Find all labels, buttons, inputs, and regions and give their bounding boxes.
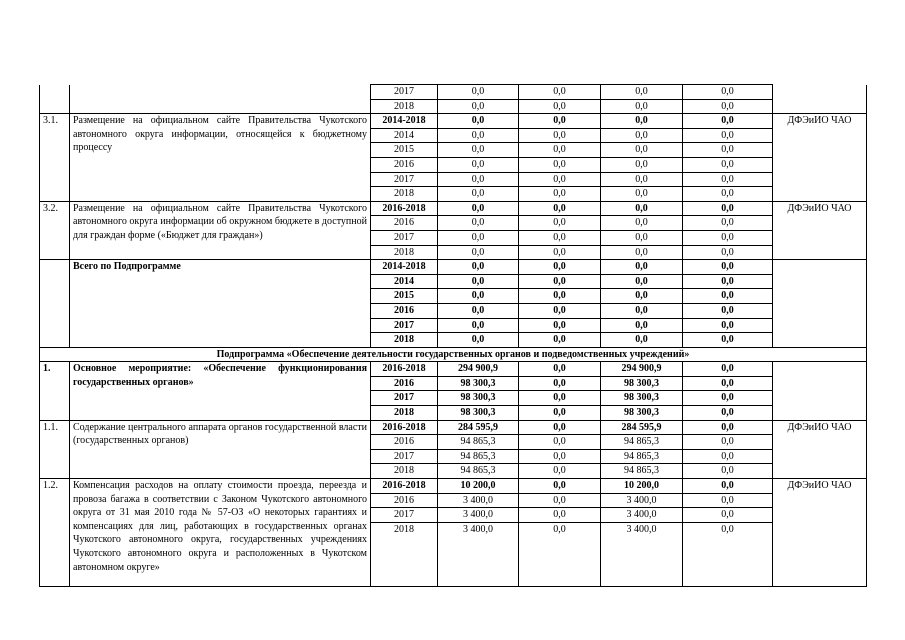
value-cell: 0,0 <box>519 172 601 187</box>
item-description <box>70 85 371 114</box>
item-number: 3.2. <box>40 201 70 259</box>
value-cell: 0,0 <box>601 216 683 231</box>
item-number <box>40 260 70 348</box>
value-cell: 0,0 <box>683 406 773 421</box>
value-cell: 0,0 <box>683 435 773 450</box>
value-cell: 10 200,0 <box>601 479 683 494</box>
value-cell: 3 400,0 <box>438 508 519 523</box>
executor-cell: ДФЭиИО ЧАО <box>773 114 867 202</box>
year-cell: 2015 <box>371 143 438 158</box>
value-cell: 0,0 <box>519 479 601 494</box>
value-cell: 0,0 <box>683 479 773 494</box>
value-cell: 0,0 <box>519 85 601 100</box>
value-cell: 98 300,3 <box>601 406 683 421</box>
value-cell: 0,0 <box>438 274 519 289</box>
value-cell: 0,0 <box>601 230 683 245</box>
value-cell: 0,0 <box>438 333 519 348</box>
value-cell: 0,0 <box>519 449 601 464</box>
executor-cell <box>773 260 867 348</box>
value-cell: 0,0 <box>438 201 519 216</box>
executor-cell <box>773 362 867 420</box>
value-cell: 0,0 <box>519 362 601 377</box>
value-cell: 0,0 <box>438 260 519 275</box>
year-cell: 2017 <box>371 508 438 523</box>
value-cell: 0,0 <box>683 114 773 129</box>
executor-cell: ДФЭиИО ЧАО <box>773 420 867 478</box>
value-cell: 0,0 <box>683 420 773 435</box>
value-cell: 0,0 <box>601 172 683 187</box>
value-cell: 0,0 <box>519 289 601 304</box>
item-number: 1.1. <box>40 420 70 478</box>
value-cell: 94 865,3 <box>438 435 519 450</box>
value-cell: 284 595,9 <box>438 420 519 435</box>
value-cell: 0,0 <box>683 201 773 216</box>
year-cell: 2018 <box>371 406 438 421</box>
year-cell: 2018 <box>371 187 438 202</box>
table-row <box>40 362 867 377</box>
value-cell: 0,0 <box>438 245 519 260</box>
empty-cell <box>683 536 773 587</box>
value-cell: 294 900,9 <box>601 362 683 377</box>
value-cell: 0,0 <box>438 128 519 143</box>
value-cell: 0,0 <box>519 493 601 508</box>
value-cell: 0,0 <box>519 143 601 158</box>
value-cell: 0,0 <box>519 391 601 406</box>
item-number: 1. <box>40 362 70 420</box>
year-cell: 2016 <box>371 493 438 508</box>
empty-cell <box>371 536 438 587</box>
table-row <box>40 114 867 129</box>
value-cell: 0,0 <box>683 449 773 464</box>
value-cell: 0,0 <box>519 128 601 143</box>
year-cell: 2017 <box>371 172 438 187</box>
value-cell: 94 865,3 <box>601 449 683 464</box>
value-cell: 0,0 <box>519 435 601 450</box>
value-cell: 10 200,0 <box>438 479 519 494</box>
table-row <box>40 85 867 100</box>
value-cell: 284 595,9 <box>601 420 683 435</box>
item-description: Содержание центрального аппарата органов государственной власти (государственных органов) <box>70 420 371 478</box>
value-cell: 94 865,3 <box>438 464 519 479</box>
value-cell: 98 300,3 <box>601 391 683 406</box>
value-cell: 0,0 <box>519 245 601 260</box>
value-cell: 0,0 <box>601 128 683 143</box>
year-cell: 2015 <box>371 289 438 304</box>
executor-cell <box>773 85 867 114</box>
year-cell: 2017 <box>371 449 438 464</box>
year-cell: 2018 <box>371 333 438 348</box>
value-cell: 0,0 <box>683 274 773 289</box>
year-cell: 2017 <box>371 230 438 245</box>
year-cell: 2017 <box>371 391 438 406</box>
empty-cell <box>601 536 683 587</box>
value-cell: 0,0 <box>683 85 773 100</box>
value-cell: 0,0 <box>683 245 773 260</box>
table-row <box>40 347 867 362</box>
value-cell: 0,0 <box>519 420 601 435</box>
value-cell: 0,0 <box>519 333 601 348</box>
value-cell: 94 865,3 <box>601 464 683 479</box>
value-cell: 0,0 <box>519 187 601 202</box>
value-cell: 0,0 <box>683 216 773 231</box>
item-number <box>40 85 70 114</box>
value-cell: 0,0 <box>438 157 519 172</box>
subprogram-title: Подпрограмма «Обеспечение деятельности государственных органов и подведомственных учреждений» <box>40 347 867 362</box>
value-cell: 0,0 <box>601 201 683 216</box>
value-cell: 0,0 <box>683 333 773 348</box>
year-cell: 2014-2018 <box>371 114 438 129</box>
value-cell: 94 865,3 <box>438 449 519 464</box>
year-cell: 2014 <box>371 274 438 289</box>
year-cell: 2014 <box>371 128 438 143</box>
value-cell: 0,0 <box>438 303 519 318</box>
value-cell: 3 400,0 <box>601 522 683 536</box>
value-cell: 0,0 <box>601 260 683 275</box>
item-number: 1.2. <box>40 479 70 587</box>
value-cell: 0,0 <box>438 230 519 245</box>
value-cell: 0,0 <box>519 216 601 231</box>
table-row <box>40 260 867 275</box>
year-cell: 2018 <box>371 522 438 536</box>
value-cell: 0,0 <box>601 303 683 318</box>
item-description: Размещение на официальном сайте Правительства Чукотского автономного округа информации об окружном бюджете в доступной для граждан форме («Бюджет для граждан») <box>70 201 371 259</box>
value-cell: 294 900,9 <box>438 362 519 377</box>
value-cell: 0,0 <box>683 289 773 304</box>
value-cell: 0,0 <box>519 157 601 172</box>
value-cell: 0,0 <box>601 85 683 100</box>
item-description: Компенсация расходов на оплату стоимости проезда, переезда и провоза багажа в соответствии с Законом Чукотского автономного округа от 31 мая 2010 года № 57-ОЗ «О некоторых гарантиях и компенсациях для лиц, работающих в государственных органах Чукотского автономного округа, государственных учреждениях Чукотского автономного округа и расположенных в Чукотском автономном округе» <box>70 479 371 587</box>
year-cell: 2016-2018 <box>371 362 438 377</box>
value-cell: 0,0 <box>601 274 683 289</box>
value-cell: 0,0 <box>683 318 773 333</box>
budget-table <box>39 84 867 587</box>
value-cell: 0,0 <box>683 508 773 523</box>
value-cell: 0,0 <box>683 187 773 202</box>
empty-cell <box>438 536 519 587</box>
value-cell: 0,0 <box>438 318 519 333</box>
value-cell: 0,0 <box>438 216 519 231</box>
value-cell: 0,0 <box>683 391 773 406</box>
value-cell: 0,0 <box>683 522 773 536</box>
value-cell: 0,0 <box>438 187 519 202</box>
item-description: Размещение на официальном сайте Правительства Чукотского автономного округа информации, относящейся к бюджетному процессу <box>70 114 371 202</box>
value-cell: 98 300,3 <box>438 406 519 421</box>
value-cell: 0,0 <box>438 143 519 158</box>
value-cell: 0,0 <box>601 157 683 172</box>
year-cell: 2016 <box>371 216 438 231</box>
value-cell: 0,0 <box>601 187 683 202</box>
value-cell: 0,0 <box>519 201 601 216</box>
value-cell: 0,0 <box>519 464 601 479</box>
year-cell: 2017 <box>371 318 438 333</box>
year-cell: 2016 <box>371 376 438 391</box>
value-cell: 0,0 <box>438 172 519 187</box>
value-cell: 0,0 <box>683 128 773 143</box>
value-cell: 0,0 <box>438 114 519 129</box>
value-cell: 3 400,0 <box>438 522 519 536</box>
year-cell: 2014-2018 <box>371 260 438 275</box>
executor-cell: ДФЭиИО ЧАО <box>773 479 867 587</box>
year-cell: 2016 <box>371 303 438 318</box>
value-cell: 0,0 <box>683 376 773 391</box>
value-cell: 0,0 <box>519 406 601 421</box>
value-cell: 0,0 <box>519 230 601 245</box>
value-cell: 3 400,0 <box>601 508 683 523</box>
value-cell: 0,0 <box>683 172 773 187</box>
year-cell: 2016 <box>371 157 438 172</box>
value-cell: 0,0 <box>601 143 683 158</box>
value-cell: 0,0 <box>683 99 773 114</box>
value-cell: 0,0 <box>683 493 773 508</box>
year-cell: 2017 <box>371 85 438 100</box>
value-cell: 0,0 <box>683 362 773 377</box>
table-row <box>40 201 867 216</box>
value-cell: 0,0 <box>519 114 601 129</box>
value-cell: 98 300,3 <box>438 391 519 406</box>
value-cell: 0,0 <box>601 114 683 129</box>
value-cell: 0,0 <box>683 464 773 479</box>
year-cell: 2018 <box>371 99 438 114</box>
year-cell: 2018 <box>371 464 438 479</box>
value-cell: 0,0 <box>519 99 601 114</box>
value-cell: 94 865,3 <box>601 435 683 450</box>
value-cell: 0,0 <box>683 143 773 158</box>
value-cell: 0,0 <box>601 318 683 333</box>
year-cell: 2016-2018 <box>371 420 438 435</box>
year-cell: 2016 <box>371 435 438 450</box>
value-cell: 0,0 <box>601 289 683 304</box>
value-cell: 98 300,3 <box>601 376 683 391</box>
value-cell: 0,0 <box>601 99 683 114</box>
value-cell: 3 400,0 <box>438 493 519 508</box>
total-label: Всего по Подпрограмме <box>70 260 371 348</box>
value-cell: 0,0 <box>683 157 773 172</box>
value-cell: 0,0 <box>438 85 519 100</box>
value-cell: 0,0 <box>601 245 683 260</box>
item-description: Основное мероприятие: «Обеспечение функционирования государственных органов» <box>70 362 371 420</box>
value-cell: 0,0 <box>683 230 773 245</box>
table-row <box>40 479 867 494</box>
value-cell: 0,0 <box>519 274 601 289</box>
value-cell: 0,0 <box>519 522 601 536</box>
value-cell: 0,0 <box>519 508 601 523</box>
value-cell: 0,0 <box>519 318 601 333</box>
value-cell: 0,0 <box>438 289 519 304</box>
empty-cell <box>519 536 601 587</box>
value-cell: 3 400,0 <box>601 493 683 508</box>
value-cell: 0,0 <box>683 260 773 275</box>
year-cell: 2016-2018 <box>371 201 438 216</box>
table-row <box>40 420 867 435</box>
year-cell: 2018 <box>371 245 438 260</box>
value-cell: 0,0 <box>519 303 601 318</box>
value-cell: 0,0 <box>519 260 601 275</box>
value-cell: 0,0 <box>438 99 519 114</box>
value-cell: 0,0 <box>683 303 773 318</box>
value-cell: 98 300,3 <box>438 376 519 391</box>
item-number: 3.1. <box>40 114 70 202</box>
value-cell: 0,0 <box>519 376 601 391</box>
executor-cell: ДФЭиИО ЧАО <box>773 201 867 259</box>
value-cell: 0,0 <box>601 333 683 348</box>
year-cell: 2016-2018 <box>371 479 438 494</box>
